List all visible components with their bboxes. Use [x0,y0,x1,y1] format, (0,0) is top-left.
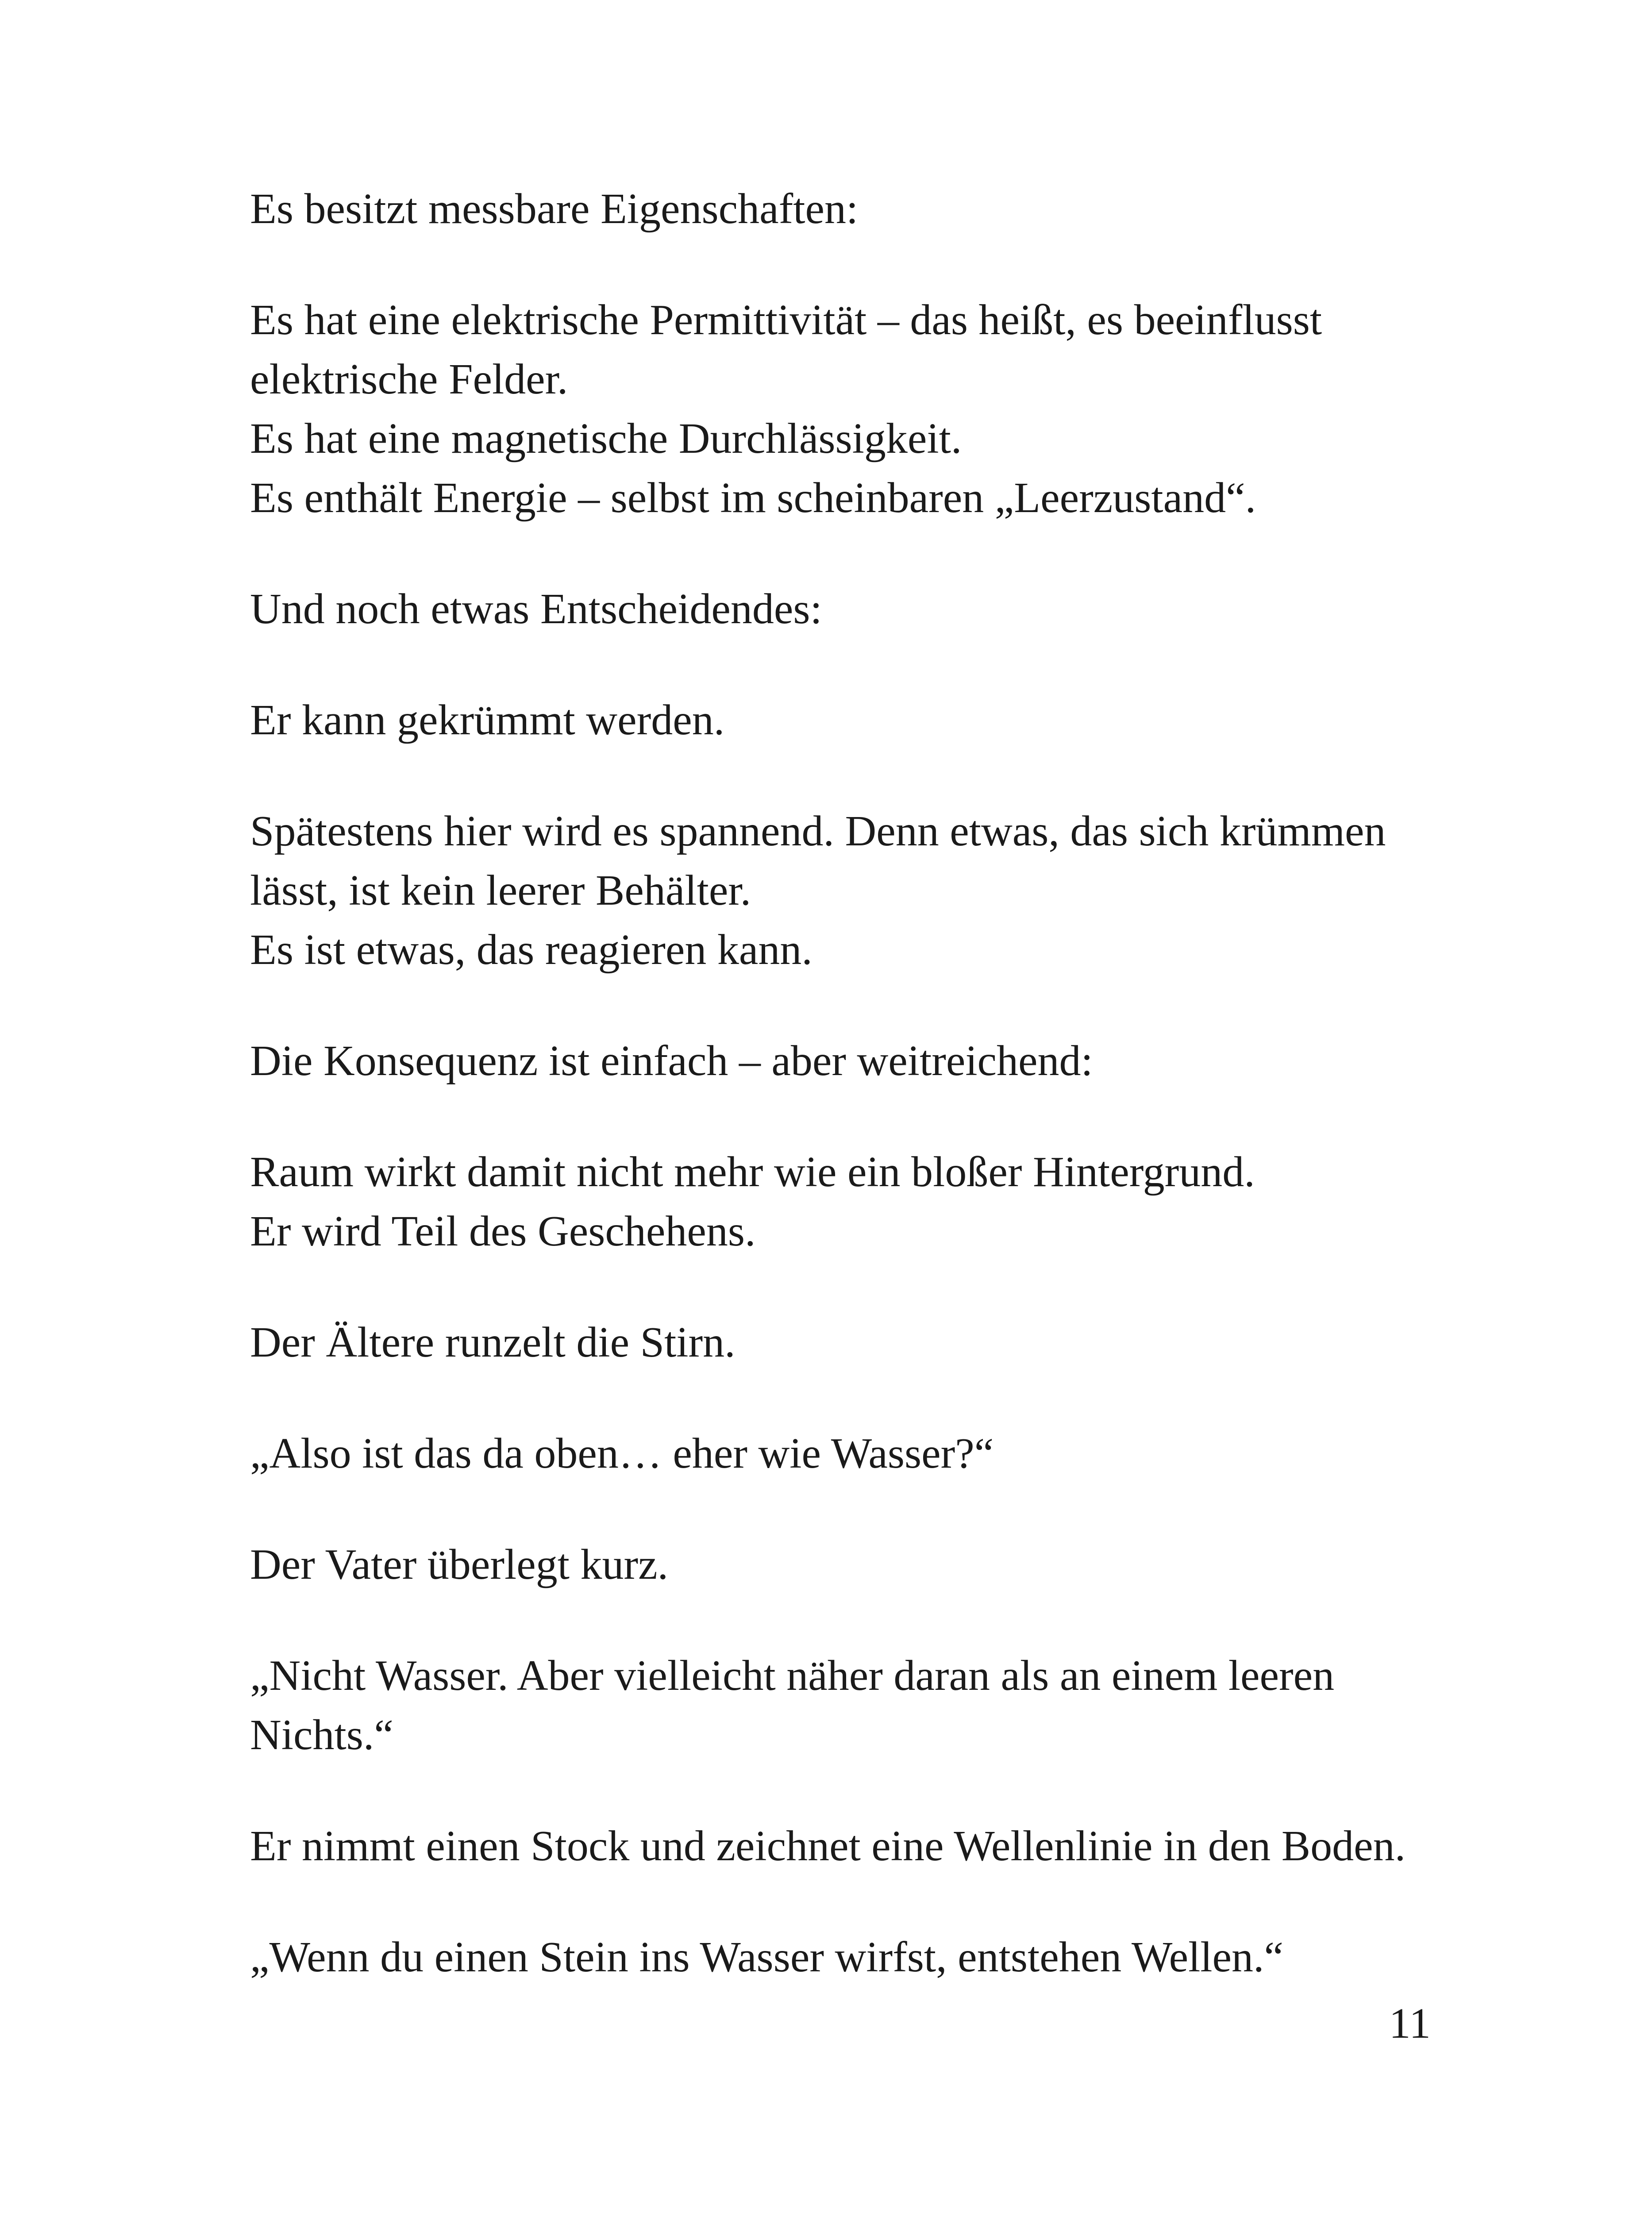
paragraph [250,1535,1445,1594]
paragraph [250,1031,1445,1091]
paragraph [250,1313,1445,1372]
body-text [250,179,1445,1987]
text-line: Nichts.“ [250,1711,393,1759]
text-line: Der Ältere runzelt die Stirn. [250,1319,736,1366]
paragraph [250,690,1445,750]
paragraph [250,1816,1445,1876]
text-line: Er nimmt einen Stock und zeichnet eine Wellenlinie in den Boden. [250,1822,1406,1870]
text-line: Es hat eine elektrische Permittivität – das heißt, es beeinflusst [250,296,1322,344]
text-line: Spätestens hier wird es spannend. Denn etwas, das sich krümmen [250,807,1386,855]
paragraph [250,579,1445,639]
text-line: Und noch etwas Entscheidendes: [250,585,822,633]
paragraph [250,1142,1445,1261]
text-line: Es hat eine magnetische Durchlässigkeit. [250,415,962,463]
text-line: Er kann gekrümmt werden. [250,696,725,744]
paragraph [250,1928,1445,1987]
text-line: „Nicht Wasser. Aber vielleicht näher daran als an einem leeren [250,1652,1335,1700]
page-number: 11 [1389,2000,1431,2047]
text-line: lässt, ist kein leerer Behälter. [250,867,751,914]
text-line: Der Vater überlegt kurz. [250,1541,669,1588]
text-line: „Also ist das da oben… eher wie Wasser?“ [250,1430,994,1477]
paragraph [250,290,1445,528]
text-line: Es enthält Energie – selbst im scheinbaren „Leerzustand“. [250,474,1256,522]
text-line: Er wird Teil des Geschehens. [250,1207,756,1255]
paragraph [250,802,1445,979]
text-line: Raum wirkt damit nicht mehr wie ein bloßer Hintergrund. [250,1148,1255,1196]
text-line: Es ist etwas, das reagieren kann. [250,926,813,974]
text-line: Die Konsequenz ist einfach – aber weitreichend: [250,1037,1093,1085]
paragraph [250,1424,1445,1483]
text-line: „Wenn du einen Stein ins Wasser wirfst, entstehen Wellen.“ [250,1933,1284,1981]
paragraph [250,1646,1445,1765]
text-line: elektrische Felder. [250,355,568,403]
text-line: Es besitzt messbare Eigenschaften: [250,185,859,233]
paragraph [250,179,1445,239]
